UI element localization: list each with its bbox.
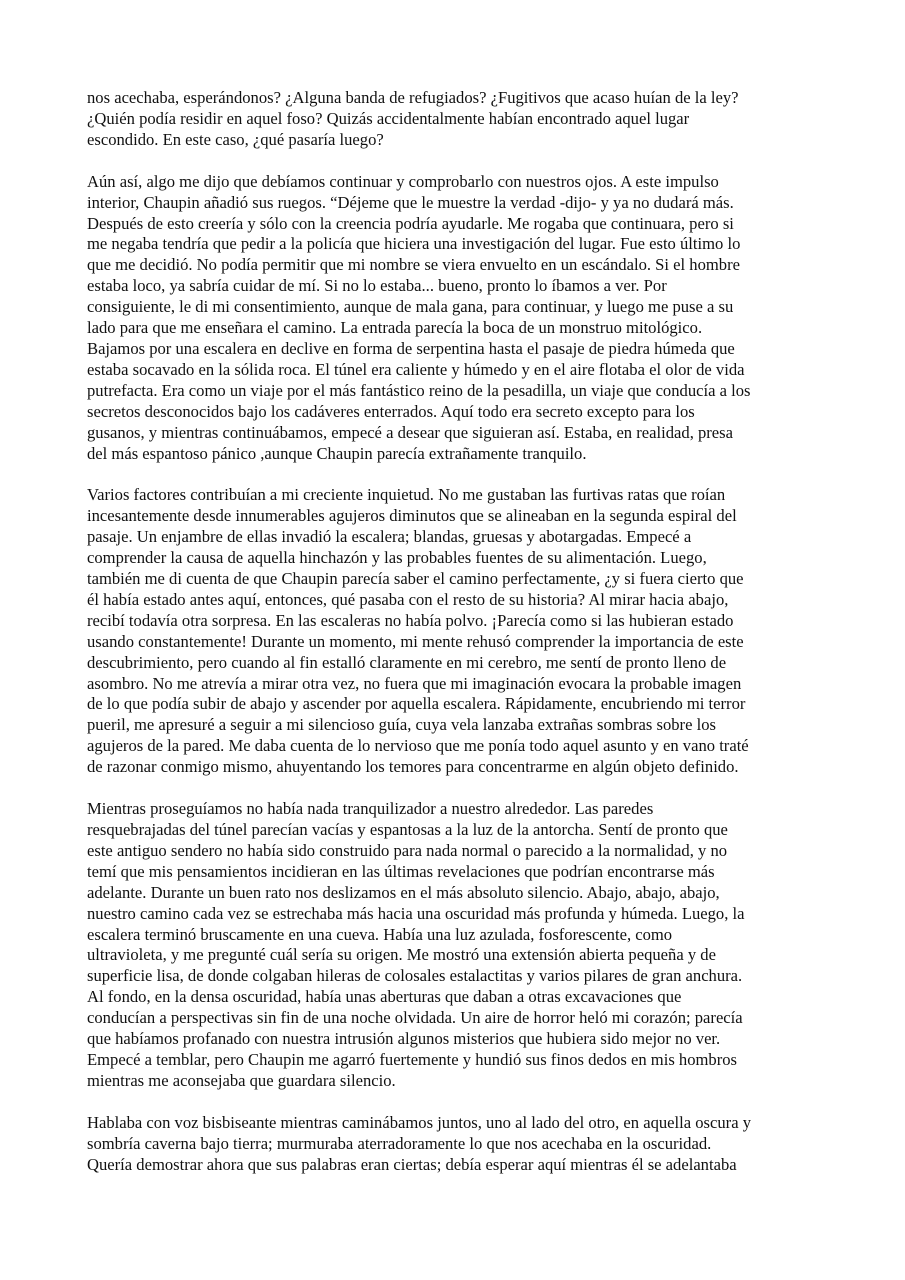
text-line: que me decidió. No podía permitir que mi nombre se viera envuelto en un escándalo. Si el hombre <box>87 255 740 275</box>
document-page <box>87 88 822 1197</box>
text-line: Hablaba con voz bisbiseante mientras caminábamos juntos, uno al lado del otro, en aquella oscura y <box>87 1112 752 1132</box>
text-line: pasaje. Un enjambre de ellas invadió la escalera; blandas, gruesas y abotargadas. Empecé a <box>87 527 692 547</box>
text-line: de lo que podía subir de abajo y ascender por aquella escalera. Rápidamente, encubriendo mi terror <box>87 694 746 714</box>
text-line: mientras me aconsejaba que guardara silencio. <box>87 1070 396 1090</box>
text-line: Empecé a temblar, pero Chaupin me agarró fuertemente y hundió sus finos dedos en mis hombros <box>87 1049 738 1069</box>
text-line: usando constantemente! Durante un momento, mi mente rehusó comprender la importancia de este <box>87 631 744 651</box>
text-line: de razonar conmigo mismo, ahuyentando los temores para concentrarme en algún objeto definido. <box>87 757 739 777</box>
text-line: temí que mis pensamientos incidieran en las últimas revelaciones que podrían encontrarse más <box>87 861 715 881</box>
text-line: Mientras proseguíamos no había nada tranquilizador a nuestro alrededor. Las paredes <box>87 799 654 819</box>
text-line: este antiguo sendero no había sido construido para nada normal o parecido a la normalidad, y no <box>87 840 728 860</box>
text-line: superficie lisa, de donde colgaban hileras de colosales estalactitas y varios pilares de gran anchura. <box>87 966 743 986</box>
text-line: me negaba tendría que pedir a la policía que hiciera una investigación del lugar. Fue esto último lo <box>87 234 741 254</box>
text-line: recibí todavía otra sorpresa. En las escaleras no había polvo. ¡Parecía como si las hubieran estado <box>87 610 734 630</box>
text-line: escondido. En este caso, ¿qué pasaría luego? <box>87 129 384 149</box>
text-line: Quería demostrar ahora que sus palabras eran ciertas; debía esperar aquí mientras él se adelantaba <box>87 1154 737 1174</box>
text-line: Aún así, algo me dijo que debíamos continuar y comprobarlo con nuestros ojos. A este impulso <box>87 171 719 191</box>
paragraph-1 <box>87 88 822 151</box>
text-line: Bajamos por una escalera en declive en forma de serpentina hasta el pasaje de piedra húmeda que <box>87 338 735 358</box>
text-line: consiguiente, le di mi consentimiento, aunque de mala gana, para continuar, y luego me puse a su <box>87 297 734 317</box>
text-line: estaba loco, ya sabría cuidar de mí. Si no lo estaba... bueno, pronto lo íbamos a ver. Por <box>87 276 667 296</box>
text-line: Varios factores contribuían a mi creciente inquietud. No me gustaban las furtivas ratas que roían <box>87 485 726 505</box>
paragraph-2 <box>87 172 822 465</box>
paragraph-3 <box>87 485 822 778</box>
text-line: conducían a perspectivas sin fin de una noche olvidada. Un aire de horror heló mi corazón; parecía <box>87 1008 743 1028</box>
text-line: resquebrajadas del túnel parecían vacías y espantosas a la luz de la antorcha. Sentí de pronto que <box>87 820 728 839</box>
text-line: Al fondo, en la densa oscuridad, había unas aberturas que daban a otras excavaciones que <box>87 987 682 1007</box>
text-line: adelante. Durante un buen rato nos deslizamos en el más absoluto silencio. Abajo, abajo, abajo, <box>87 882 720 902</box>
text-line: del más espantoso pánico ,aunque Chaupin parecía extrañamente tranquilo. <box>87 443 587 463</box>
paragraph-5 <box>87 1113 822 1176</box>
text-line: putrefacta. Era como un viaje por el más fantástico reino de la pesadilla, un viaje que conducía a los <box>87 380 751 400</box>
text-line: lado para que me enseñara el camino. La entrada parecía la boca de un monstruo mitológico. <box>87 318 703 338</box>
text-line: incesantemente desde innumerables agujeros diminutos que se alineaban en la segunda espiral del <box>87 506 737 526</box>
text-line: que habíamos profanado con nuestra intrusión algunos misterios que hubiera sido mejor no ver. <box>87 1029 721 1049</box>
text-line: ¿Quién podía residir en aquel foso? Quizás accidentalmente habían encontrado aquel lugar <box>87 108 690 128</box>
text-line: escalera terminó bruscamente en una cueva. Había una luz azulada, fosforescente, como <box>87 924 673 944</box>
text-line: secretos desconocidos bajo los cadáveres enterrados. Aquí todo era secreto excepto para los <box>87 401 695 421</box>
text-line: gusanos, y mientras continuábamos, empecé a desear que siguieran así. Estaba, en realidad, presa <box>87 422 733 442</box>
text-line: agujeros de la pared. Me daba cuenta de lo nervioso que me ponía todo aquel asunto y en vano traté <box>87 736 749 756</box>
text-line: sombría caverna bajo tierra; murmuraba aterradoramente lo que nos acechaba en la oscuridad. <box>87 1133 712 1153</box>
text-line: comprender la causa de aquella hinchazón y las probables fuentes de su alimentación. Luego, <box>87 548 707 568</box>
text-line: descubrimiento, pero cuando al fin estalló claramente en mi cerebro, me sentí de pronto lleno de <box>87 652 727 672</box>
text-line: pueril, me apresuré a seguir a mi silencioso guía, cuya vela lanzaba extrañas sombras sobre los <box>87 715 716 735</box>
text-line: él había estado antes aquí, entonces, qué pasaba con el resto de su historia? Al mirar hacia abajo, <box>87 589 729 609</box>
text-line: estaba socavado en la sólida roca. El túnel era caliente y húmedo y en el aire flotaba el olor de vida <box>87 359 745 379</box>
text-line: Después de esto creería y sólo con la creencia podría ayudarle. Me rogaba que continuara, pero si <box>87 213 734 233</box>
text-line: también me di cuenta de que Chaupin parecía saber el camino perfectamente, ¿y si fuera cierto que <box>87 569 744 589</box>
text-line: nuestro camino cada vez se estrechaba más hacia una oscuridad más profunda y húmeda. Luego, la <box>87 903 745 923</box>
text-line: nos acechaba, esperándonos? ¿Alguna banda de refugiados? ¿Fugitivos que acaso huían de la ley? <box>87 88 739 107</box>
text-line: interior, Chaupin añadió sus ruegos. “Déjeme que le muestre la verdad -dijo- y ya no dudará más. <box>87 192 734 212</box>
text-line: ultravioleta, y me pregunté cuál sería su origen. Me mostró una extensión abierta pequeña y de <box>87 945 716 965</box>
paragraph-4 <box>87 799 822 1092</box>
text-line: asombro. No me atrevía a mirar otra vez, no fuera que mi imaginación evocara la probable imagen <box>87 673 742 693</box>
